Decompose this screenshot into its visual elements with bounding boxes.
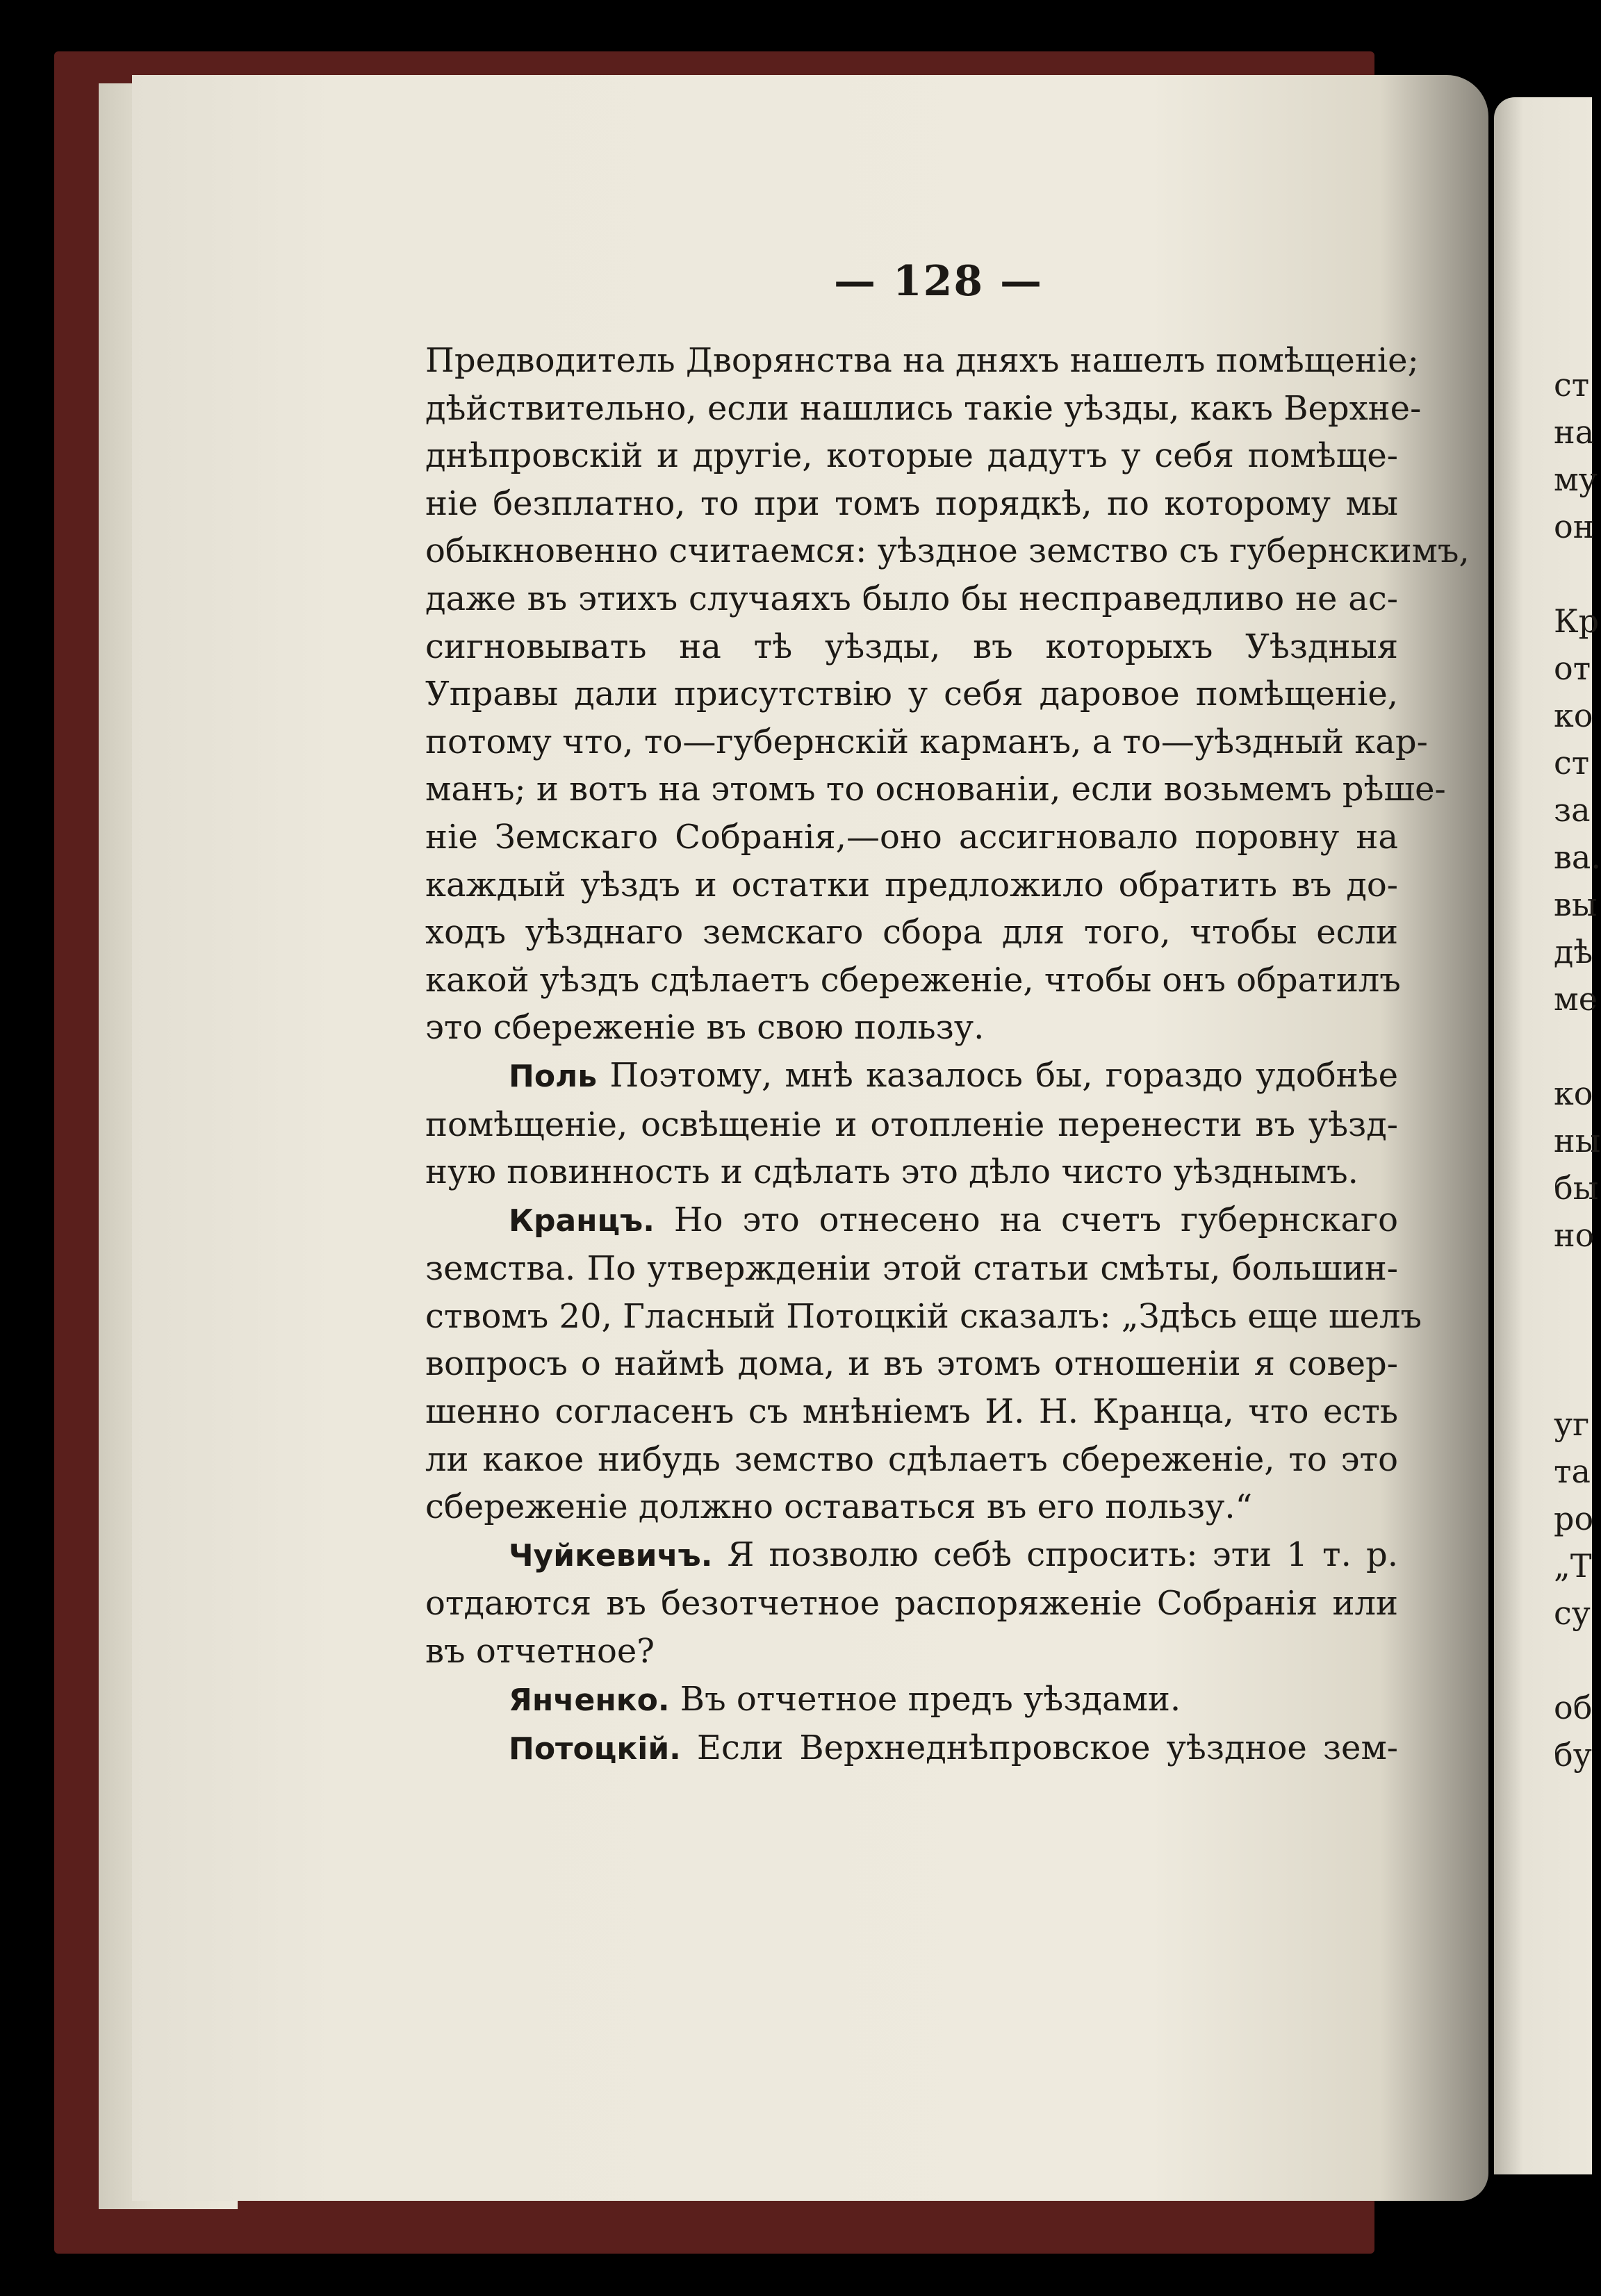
text-line bbox=[425, 1004, 1398, 1052]
text-line bbox=[425, 1245, 1398, 1293]
line-text: земства. По утвержденіи этой статьи смѣты, большин- bbox=[425, 1249, 1398, 1289]
line-text: какой уѣздъ сдѣлаетъ сбереженіе, чтобы онъ обратилъ bbox=[425, 960, 1401, 1000]
line-text: шенно согласенъ съ мнѣніемъ И. Н. Кранца, что есть bbox=[425, 1392, 1398, 1432]
line-text: ную повинность и сдѣлать это дѣло чисто уѣзднымъ. bbox=[425, 1153, 1358, 1192]
line-text: въ отчетное? bbox=[425, 1632, 655, 1671]
line-text: ходъ уѣзднаго земскаго сбора для того, чтобы если bbox=[425, 913, 1398, 952]
line-text: вопросъ о наймѣ дома, и въ этомъ отношеніи я совер- bbox=[425, 1344, 1398, 1384]
line-text: днѣпровскій и другіе, которые дадутъ у себя помѣще- bbox=[425, 436, 1398, 476]
line-text: ніе безплатно, то при томъ порядкѣ, по которому мы bbox=[425, 484, 1398, 523]
line-text: дѣйствительно, если нашлись такіе уѣзды, какъ Верхне- bbox=[425, 388, 1422, 428]
line-text: Предводитель Дворянства на дняхъ нашелъ помѣщеніе; bbox=[425, 341, 1419, 380]
text-line bbox=[425, 623, 1398, 671]
text-line bbox=[425, 1101, 1398, 1149]
text-line bbox=[425, 1628, 1398, 1676]
speaker-name: Поль bbox=[509, 1058, 598, 1094]
line-text: ніе Земскаго Собранія,—оно ассигновало поровну на bbox=[425, 817, 1398, 857]
speaker-name: Янченко. bbox=[509, 1682, 670, 1718]
text-line bbox=[425, 1388, 1398, 1436]
line-text: сбереженіе должно оставаться въ его пользу.“ bbox=[425, 1487, 1253, 1527]
line-text: Я позволю себѣ спросить: эти 1 т. р. bbox=[712, 1535, 1398, 1574]
line-text: Но это отнесено на счетъ губернскаго bbox=[654, 1200, 1398, 1239]
text-line bbox=[425, 1340, 1398, 1388]
line-text: обыкновенно считаемся: уѣздное земство съ губернскимъ, bbox=[425, 531, 1470, 571]
line-text: Въ отчетное предъ уѣздами. bbox=[669, 1679, 1181, 1719]
line-text: каждый уѣздъ и остатки предложило обратить въ до- bbox=[425, 865, 1398, 905]
text-line bbox=[425, 1436, 1398, 1484]
text-line bbox=[425, 1676, 1398, 1725]
speaker-name: Чуйкевичъ. bbox=[509, 1537, 713, 1574]
speaker-name: Кранцъ. bbox=[509, 1203, 655, 1239]
line-text: помѣщеніе, освѣщеніе и отопленіе перенести въ уѣзд- bbox=[425, 1105, 1398, 1144]
text-line bbox=[425, 1724, 1398, 1774]
text-line bbox=[425, 1531, 1398, 1580]
text-line bbox=[425, 909, 1398, 957]
text-line bbox=[425, 1148, 1398, 1196]
line-text: потому что, то—губернскій карманъ, а то—уѣздный кар- bbox=[425, 722, 1428, 761]
text-line bbox=[425, 527, 1470, 575]
text-line bbox=[425, 813, 1398, 861]
line-text: Поэтому, мнѣ казалось бы, гораздо удобнѣе bbox=[597, 1055, 1398, 1095]
text-line bbox=[425, 1196, 1398, 1246]
text-line bbox=[425, 718, 1428, 766]
text-line bbox=[425, 1052, 1398, 1101]
line-text: ли какое нибудь земство сдѣлаетъ сбереженіе, то это bbox=[425, 1439, 1398, 1479]
text-line bbox=[425, 766, 1446, 813]
line-text: Если Верхнеднѣпровское уѣздное зем- bbox=[680, 1728, 1398, 1768]
line-text: даже въ этихъ случаяхъ было бы несправедливо не ас- bbox=[425, 579, 1398, 618]
next-page-text: ст на му он Кр от ко ст за ва. вы дѣ ме ко ны бы но уг та ро „Т су об бу bbox=[1554, 366, 1601, 1774]
line-text: ствомъ 20, Гласный Потоцкій сказалъ: „Здѣсь еще шелъ bbox=[425, 1296, 1422, 1336]
line-text: манъ; и вотъ на этомъ то основаніи, если возьмемъ рѣше- bbox=[425, 770, 1446, 809]
text-line bbox=[425, 1580, 1398, 1628]
line-text: отдаются въ безотчетное распоряженіе Собранія или bbox=[425, 1584, 1398, 1624]
text-line bbox=[425, 957, 1401, 1005]
text-line bbox=[425, 385, 1422, 433]
line-text: сигновывать на тѣ уѣзды, въ которыхъ Уѣздныя bbox=[425, 627, 1398, 666]
text-line bbox=[425, 575, 1398, 623]
speaker-name: Потоцкій. bbox=[509, 1731, 681, 1767]
page-number: — 128 — bbox=[834, 257, 1044, 306]
line-text: Управы дали присутствію у себя даровое помѣщеніе, bbox=[425, 675, 1398, 714]
text-line bbox=[425, 861, 1398, 909]
body-text bbox=[425, 337, 1470, 1774]
text-line bbox=[425, 480, 1398, 528]
line-text: это сбереженіе въ свою пользу. bbox=[425, 1008, 985, 1048]
text-line bbox=[425, 1483, 1398, 1531]
text-line bbox=[425, 432, 1398, 480]
text-line bbox=[425, 1293, 1422, 1341]
text-line bbox=[425, 670, 1398, 718]
text-line bbox=[425, 337, 1419, 385]
